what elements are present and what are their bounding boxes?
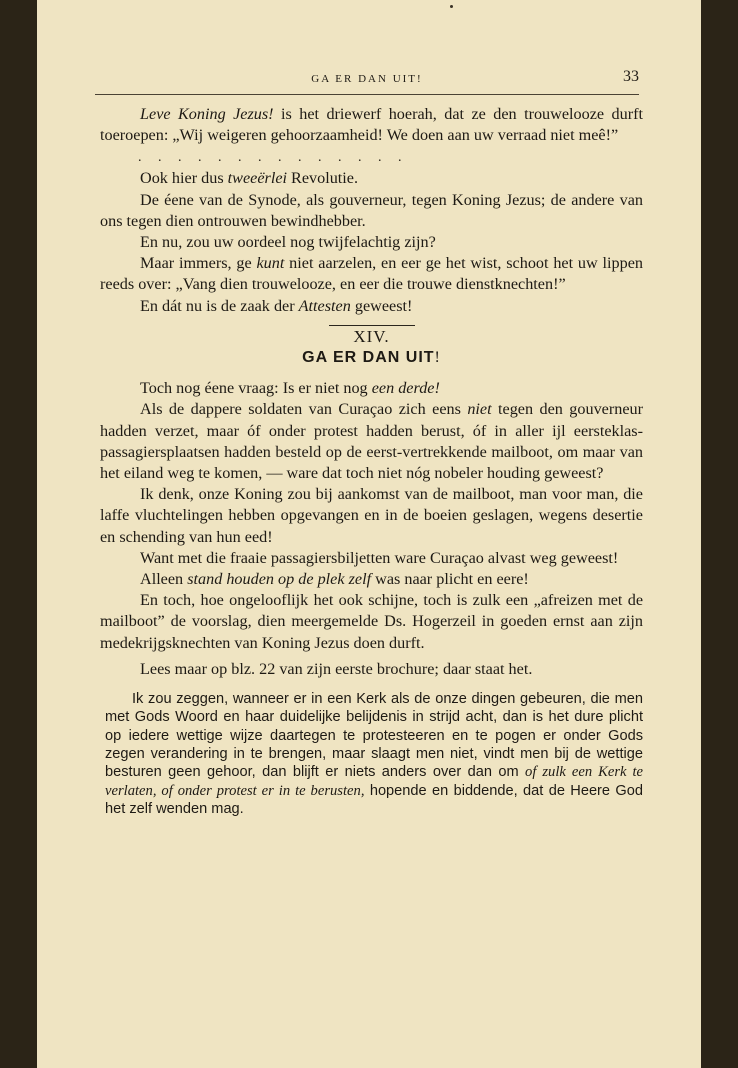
emphasis: of zulk een Kerk te verlaten, of onder protest er in te berusten, bbox=[105, 764, 643, 799]
paragraph: De éene van de Synode, als gouverneur, tegen Koning Jezus; de andere van ons tegen dien ontrouwen bewindhebber. bbox=[100, 190, 643, 230]
paragraph: En toch, hoe ongelooflijk het ook schijne, toch is zulk een „afreizen met de mailboot” de voorslag, dien meergemelde Ds. Hogerzeil in goeden ernst aan zijn medekrijgsknechten van Koning Jezus doen durft. bbox=[100, 591, 643, 652]
emphasis: Attesten bbox=[298, 296, 351, 315]
emphasis: tweeërlei bbox=[227, 169, 287, 188]
emphasis: kunt bbox=[256, 254, 285, 273]
section-title: GA ER DAN UIT! bbox=[302, 349, 441, 367]
book-page bbox=[37, 0, 701, 1068]
paragraph: Ik denk, onze Koning zou bij aankomst van de mailboot, man voor man, die laffe vluchtelingen hebben opgevangen en in de boeien geslagen, wegens desertie en schending van hun eed! bbox=[100, 485, 643, 546]
page-number: 33 bbox=[623, 68, 639, 85]
header-rule bbox=[95, 94, 639, 95]
paragraph: En dát nu is de zaak der Attesten geweest! bbox=[140, 296, 413, 315]
emphasis: niet bbox=[467, 400, 492, 419]
paragraph: Leve Koning Jezus! is het driewerf hoerah, dat ze den trouwelooze durft toeroepen: „Wij weigeren gehoorzaamheid! We doen aan uw verraad niet meê!” bbox=[100, 105, 643, 145]
paragraph: Lees maar op blz. 22 van zijn eerste brochure; daar staat het. bbox=[140, 659, 533, 678]
page-body bbox=[100, 104, 643, 818]
paragraph: Ook hier dus tweeërlei Revolutie. bbox=[140, 169, 359, 188]
running-header bbox=[95, 68, 639, 90]
section-number: XIV. bbox=[353, 326, 390, 346]
emphasis: stand houden op de plek zelf bbox=[187, 570, 372, 589]
paragraph: Alleen stand houden op de plek zelf was naar plicht en eere! bbox=[140, 570, 529, 589]
paragraph: Maar immers, ge kunt niet aarzelen, en eer ge het wist, schoot het uw lippen reeds over: „Vang dien trouwelooze, en eer die trouwe dienstknechten!” bbox=[100, 254, 643, 294]
emphasis: een derde! bbox=[371, 379, 440, 398]
block-quote: Ik zou zeggen, wanneer er in een Kerk als de onze dingen gebeuren, die men met Gods Woord en haar duidelijke belijdenis in strijd acht, dan is het dure plicht op iedere wettige wijze daartegen te protesteeren en te pogen er onder Gods zegen verandering in te brengen, maar slaagt men niet, vindt men bij de wettige besturen geen gehoor, dan blijft er niets anders over dan om of zulk een Kerk te verlaten, of onder protest er in te berusten, hopende en biddende, dat de Heere God het zelf wenden mag. bbox=[105, 691, 643, 817]
running-title: GA ER DAN UIT! bbox=[311, 73, 423, 85]
paragraph: Toch nog éene vraag: Is er niet nog een derde! bbox=[140, 379, 440, 398]
emphasis: Leve Koning Jezus! bbox=[140, 105, 274, 123]
paragraph: Als de dappere soldaten van Curaçao zich eens niet tegen den gouverneur hadden verzet, maar óf onder protest hadden berust, óf in aller ijl eersteklas-passagiersplaatsen hadden besteld op de eerst-vertrekkende mailboot, om maar van het eiland weg te komen, — ware dat toch niet nóg nobeler houding geweest? bbox=[100, 400, 644, 483]
paragraph: En nu, zou uw oordeel nog twijfelachtig zijn? bbox=[140, 233, 436, 252]
ellipsis-dots: . . . . . . . . . . . . . . bbox=[138, 150, 402, 166]
print-speck bbox=[450, 5, 453, 8]
paragraph: Want met die fraaie passagiersbiljetten ware Curaçao alvast weg geweest! bbox=[140, 548, 619, 567]
